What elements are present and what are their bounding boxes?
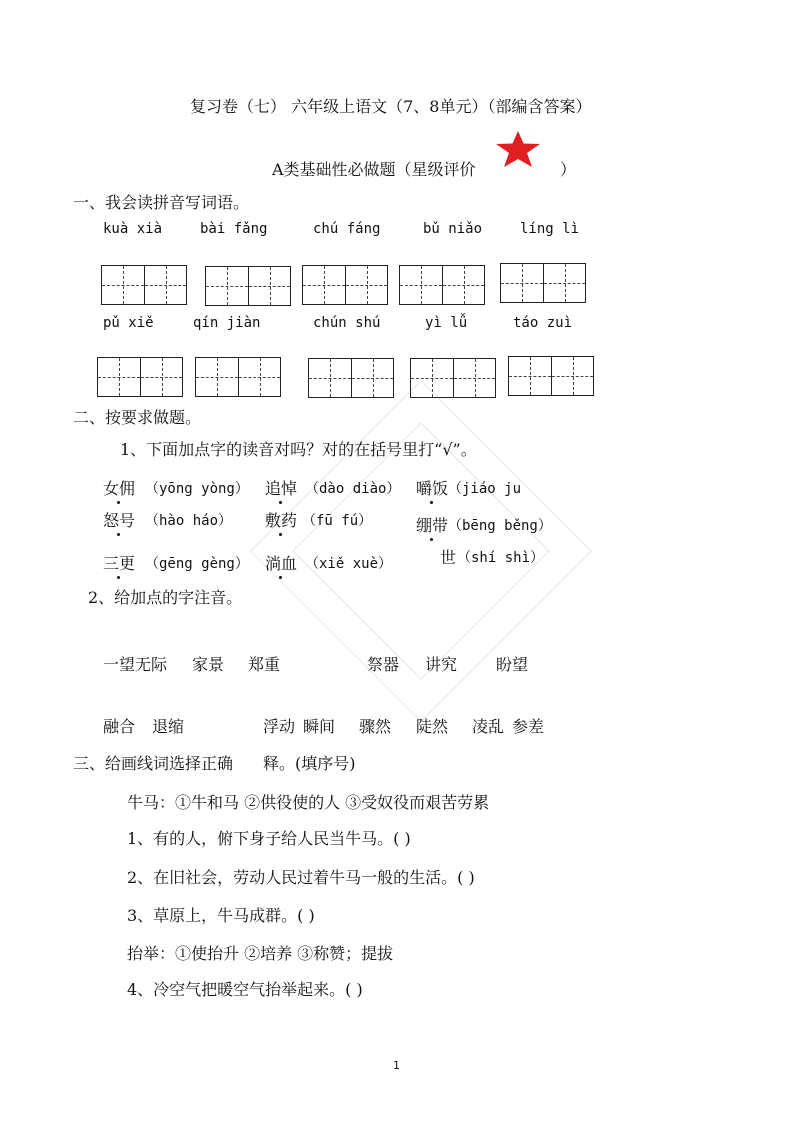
- page-number: 1: [393, 1059, 400, 1072]
- writing-grid[interactable]: [410, 358, 496, 398]
- pinyin-label: pǔ xiě: [103, 315, 154, 331]
- pinyin-label: kuà xià: [103, 221, 163, 237]
- writing-grid[interactable]: [308, 358, 394, 398]
- sentence-question: 3、草原上，牛马成群。( ): [127, 906, 315, 925]
- item-word: [416, 476, 448, 499]
- pinyin-label: chún shú: [313, 315, 381, 331]
- item-pinyin: （hào háo）: [145, 513, 233, 529]
- writing-grid[interactable]: [508, 356, 594, 396]
- pinyin-label: chú fáng: [313, 221, 381, 237]
- section-1-heading: 一、我会读拼音写词语。: [73, 193, 250, 212]
- writing-grid[interactable]: [302, 265, 388, 305]
- item-word-text: 三更: [103, 554, 136, 573]
- sentence-question: 4、冷空气把暖空气抬举起来。( ): [127, 980, 363, 999]
- item-word: [103, 476, 135, 499]
- dotted-word: 瞬间: [303, 717, 336, 736]
- dotted-word: 凌乱: [472, 717, 505, 736]
- writing-grid[interactable]: [101, 265, 187, 305]
- pinyin-label: líng lì: [520, 221, 580, 237]
- item-pinyin: （shí shì）: [457, 550, 545, 566]
- section-3-heading-cont: 释。(填序号): [263, 754, 356, 773]
- item-pinyin: （bēng běng）: [448, 518, 552, 534]
- question-1: 1、下面加点字的读音对吗？对的在括号里打“√”。: [120, 440, 477, 459]
- section-3-heading: 三、给画线词选择正确: [73, 754, 234, 773]
- star-icon: [495, 131, 541, 167]
- writing-grid[interactable]: [195, 357, 281, 397]
- item-word: [440, 545, 456, 568]
- dotted-word: 一望无际: [103, 655, 168, 674]
- item-word: [265, 508, 297, 531]
- item-word-text: 淌血: [265, 554, 298, 573]
- dotted-word: 讲究: [425, 655, 458, 674]
- pinyin-label: qín jiàn: [193, 315, 261, 331]
- item-pinyin: （dào diào）: [305, 481, 401, 497]
- subheader-close: ）: [560, 160, 577, 179]
- dotted-word: 家景: [192, 655, 225, 674]
- section-2-heading: 二、按要求做题。: [73, 408, 202, 427]
- item-pinyin: （fū fú）: [302, 513, 373, 529]
- dotted-word: 祭器: [367, 655, 400, 674]
- item-word-text: 追悼: [265, 479, 298, 498]
- sentence-question: 2、在旧社会，劳动人民过着牛马一般的生活。( ): [127, 868, 475, 887]
- item-word-text: 女佣: [103, 479, 136, 498]
- sentence-question: 1、有的人，俯下身子给人民当牛马。( ): [127, 829, 411, 848]
- question-2: 2、给加点的字注音。: [88, 588, 243, 607]
- dotted-word: 陡然: [416, 717, 449, 736]
- item-word: [103, 508, 135, 531]
- item-word-text: 嚼饭: [416, 479, 449, 498]
- item-word-text: 怒号: [103, 511, 136, 530]
- dotted-word: 浮动: [263, 717, 296, 736]
- writing-grid[interactable]: [399, 265, 485, 305]
- pinyin-label: bài fǎng: [200, 221, 268, 237]
- page-title: 复习卷（七） 六年级上语文（7、8单元）（部编含答案）: [190, 97, 592, 116]
- pinyin-label: táo zuì: [513, 315, 573, 331]
- pinyin-label: yì lǚ: [425, 315, 468, 331]
- dotted-word: 融合: [103, 717, 136, 736]
- dotted-word: 盼望: [496, 655, 529, 674]
- definition-niuma: 牛马：①牛和马 ②供役使的人 ③受奴役而艰苦劳累: [127, 793, 490, 812]
- subheader-text: A类基础性必做题（星级评价: [272, 160, 476, 179]
- item-pinyin: （xiě xuè）: [305, 556, 393, 572]
- item-word: [416, 513, 448, 536]
- writing-grid[interactable]: [97, 357, 183, 397]
- item-word: [265, 551, 297, 574]
- writing-grid[interactable]: [500, 263, 586, 303]
- item-word: [103, 551, 135, 574]
- item-word-text: 世: [440, 548, 457, 567]
- item-pinyin: （yōng yòng）: [145, 481, 249, 497]
- dotted-word: 参差: [512, 717, 545, 736]
- item-word: [265, 476, 297, 499]
- item-word-text: 敷药: [265, 511, 298, 530]
- item-pinyin: （gēng gèng）: [145, 556, 249, 572]
- dotted-word: 骤然: [359, 717, 392, 736]
- writing-grid[interactable]: [205, 266, 291, 306]
- definition-taiju: 抬举：①使抬升 ②培养 ③称赞；提拔: [127, 944, 394, 963]
- dotted-word: 郑重: [248, 655, 281, 674]
- item-pinyin: （jiáo ju: [448, 481, 522, 497]
- pinyin-label: bǔ niǎo: [423, 221, 483, 237]
- item-word-text: 绷带: [416, 516, 449, 535]
- dotted-word: 退缩: [152, 717, 185, 736]
